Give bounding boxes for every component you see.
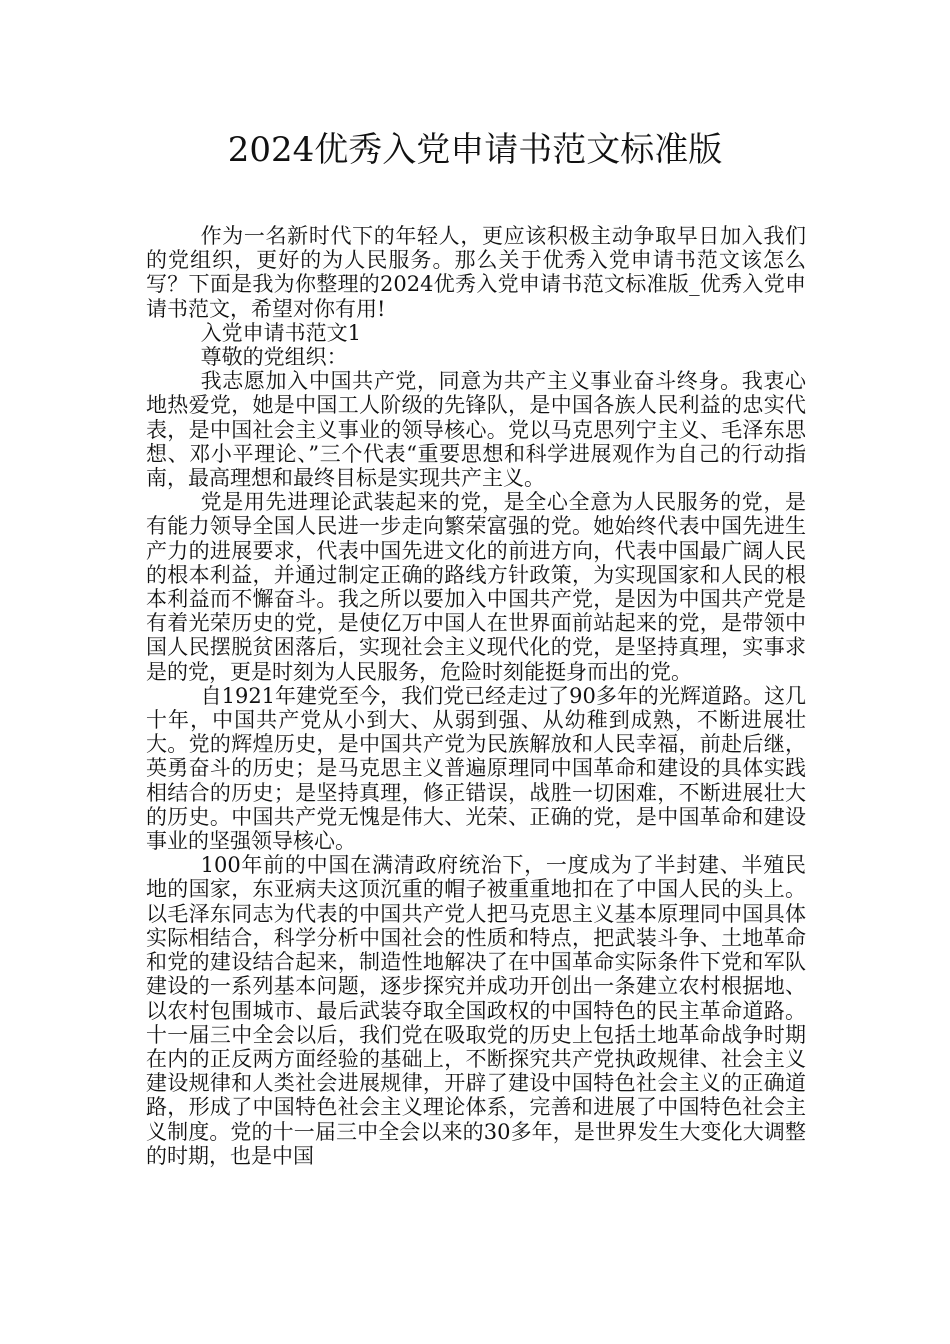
body-paragraph: 党是用先进理论武装起来的党，是全心全意为人民服务的党，是有能力领导全国人民进一步走向繁荣富强的党。她始终代表中国先进生产力的进展要求，代表中国先进文化的前进方向，代表中国最广阔人民的根本利益，并通过制定正确的路线方针政策，为实现国家和人民的根本利益而不懈奋斗。我之所以要加入中国共产党，是因为中国共产党是有着光荣历史的党，是使亿万中国人在世界面前站起来的党，是带领中国人民摆脱贫困落后，实现社会主义现代化的党，是坚持真理，实事求是的党，更是时刻为人民服务，危险时刻能挺身而出的党。	[146, 490, 806, 684]
document-body	[146, 224, 806, 1168]
document-title: 2024优秀入党申请书范文标准版	[227, 130, 723, 170]
body-paragraph: 100年前的中国在满清政府统治下，一度成为了半封建、半殖民地的国家，东亚病夫这顶沉重的帽子被重重地扣在了中国人民的头上。以毛泽东同志为代表的中国共产党人把马克思主义基本原理同中国具体实际相结合，科学分析中国社会的性质和特点，把武装斗争、土地革命和党的建设结合起来，制造性地解决了在中国革命实际条件下党和军队建设的一系列基本问题，逐步探究并成功开创出一条建立农村根据地、以农村包围城市、最后武装夺取全国政权的中国特色的民主革命道路。十一届三中全会以后，我们党在吸取党的历史上包括土地革命战争时期在内的正反两方面经验的基础上，不断探究共产党执政规律、社会主义建设规律和人类社会进展规律，开辟了建设中国特色社会主义的正确道路，形成了中国特色社会主义理论体系，完善和进展了中国特色社会主义制度。党的十一届三中全会以来的30多年，是世界发生大变化大调整的时期，也是中国	[146, 853, 806, 1168]
section-heading: 入党申请书范文1	[200, 320, 361, 345]
body-paragraph: 我志愿加入中国共产党，同意为共产主义事业奋斗终身。我衷心地热爱党，她是中国工人阶级的先锋队，是中国各族人民利益的忠实代表，是中国社会主义事业的领导核心。党以马克思列宁主义、毛泽东思想、邓小平理论、”三个代表“重要思想和科学进展观作为自己的行动指南，最高理想和最终目标是实现共产主义。	[146, 369, 806, 491]
intro-paragraph: 作为一名新时代下的年轻人，更应该积极主动争取早日加入我们的党组织，更好的为人民服务。那么关于优秀入党申请书范文该怎么写？下面是我为你整理的2024优秀入党申请书范文标准版_优秀入党申请书范文，希望对你有用!	[146, 224, 806, 321]
body-paragraph: 自1921年建党至今，我们党已经走过了90多年的光辉道路。这几十年，中国共产党从小到大、从弱到强、从幼稚到成熟，不断进展壮大。党的辉煌历史，是中国共产党为民族解放和人民幸福，前赴后继，英勇奋斗的历史；是马克思主义普遍原理同中国革命和建设的具体实践相结合的历史；是坚持真理，修正错误，战胜一切困难，不断进展壮大的历史。中国共产党无愧是伟大、光荣、正确的党，是中国革命和建设事业的坚强领导核心。	[146, 683, 806, 854]
salutation: 尊敬的党组织：	[200, 345, 348, 370]
